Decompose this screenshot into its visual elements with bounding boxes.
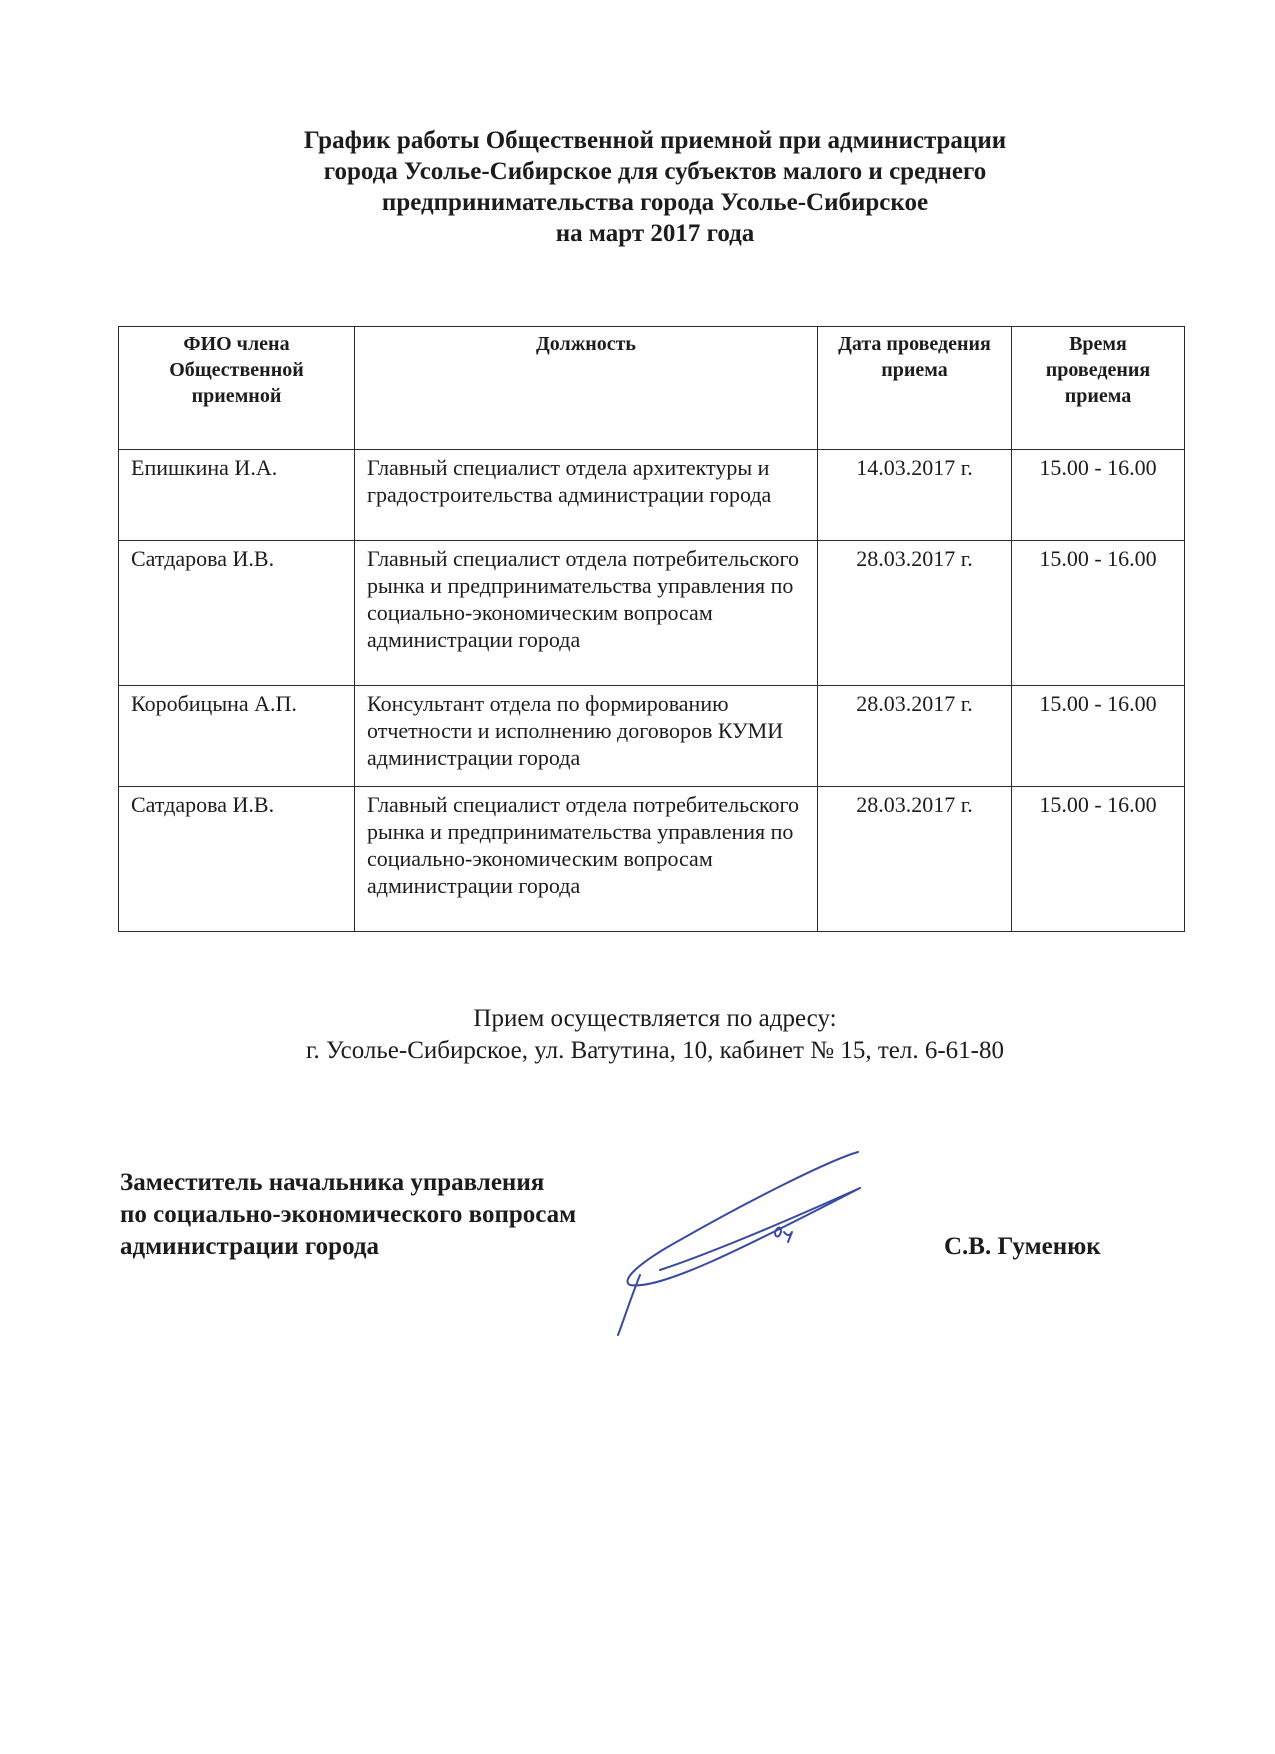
- schedule-table: [118, 326, 1185, 932]
- cell-time: 15.00 - 16.00: [1012, 686, 1185, 787]
- cell-position: Главный специалист отдела потребительского рынка и предпринимательства управления по социально-экономическим вопросам администрации города: [355, 787, 818, 932]
- signatory-title: [120, 1167, 576, 1263]
- cell-name: Коробицына А.П.: [119, 686, 355, 787]
- title-line-3: предпринимательства города Усолье-Сибирское: [381, 189, 929, 216]
- table-row: [119, 541, 1185, 686]
- title-line-1: График работы Общественной приемной при администрации: [303, 127, 1007, 154]
- cell-name: Сатдарова И.В.: [119, 541, 355, 686]
- header-row: [119, 327, 1185, 450]
- table-row: [119, 787, 1185, 932]
- header-position: Должность: [355, 327, 818, 450]
- table-header: [119, 327, 1185, 450]
- title-line-2: города Усолье-Сибирское для субъектов малого и среднего: [323, 158, 987, 185]
- cell-date: 28.03.2017 г.: [818, 787, 1012, 932]
- header-date: Дата проведения приема: [818, 327, 1012, 450]
- cell-time: 15.00 - 16.00: [1012, 541, 1185, 686]
- handwritten-signature: [600, 1140, 900, 1340]
- signatory-line-3: администрации города: [120, 1233, 379, 1260]
- cell-date: 28.03.2017 г.: [818, 541, 1012, 686]
- cell-position: Главный специалист отдела архитектуры и градостроительства администрации города: [355, 450, 818, 541]
- signatory-line-1: Заместитель начальника управления: [120, 1169, 545, 1196]
- cell-date: 14.03.2017 г.: [818, 450, 1012, 541]
- header-time: Время проведения приема: [1012, 327, 1185, 450]
- address-line-1: Прием осуществляется по адресу:: [473, 1005, 837, 1032]
- address-line-2: г. Усолье-Сибирское, ул. Ватутина, 10, кабинет № 15, тел. 6-61-80: [306, 1037, 1004, 1064]
- cell-name: Епишкина И.А.: [119, 450, 355, 541]
- table-body: [119, 450, 1185, 932]
- table-row: [119, 686, 1185, 787]
- signatory-line-2: по социально-экономического вопросам: [120, 1201, 577, 1228]
- cell-time: 15.00 - 16.00: [1012, 450, 1185, 541]
- cell-date: 28.03.2017 г.: [818, 686, 1012, 787]
- reception-address: [120, 1003, 1190, 1067]
- cell-time: 15.00 - 16.00: [1012, 787, 1185, 932]
- document-title: [120, 125, 1190, 249]
- cell-position: Главный специалист отдела потребительского рынка и предпринимательства управления по социально-экономическим вопросам администрации города: [355, 541, 818, 686]
- header-name: ФИО члена Общественной приемной: [119, 327, 355, 450]
- cell-name: Сатдарова И.В.: [119, 787, 355, 932]
- table-row: [119, 450, 1185, 541]
- cell-position: Консультант отдела по формированию отчетности и исполнению договоров КУМИ администрации города: [355, 686, 818, 787]
- signer-name: С.В. Гуменюк: [944, 1233, 1101, 1260]
- title-line-4: на март 2017 года: [555, 220, 755, 247]
